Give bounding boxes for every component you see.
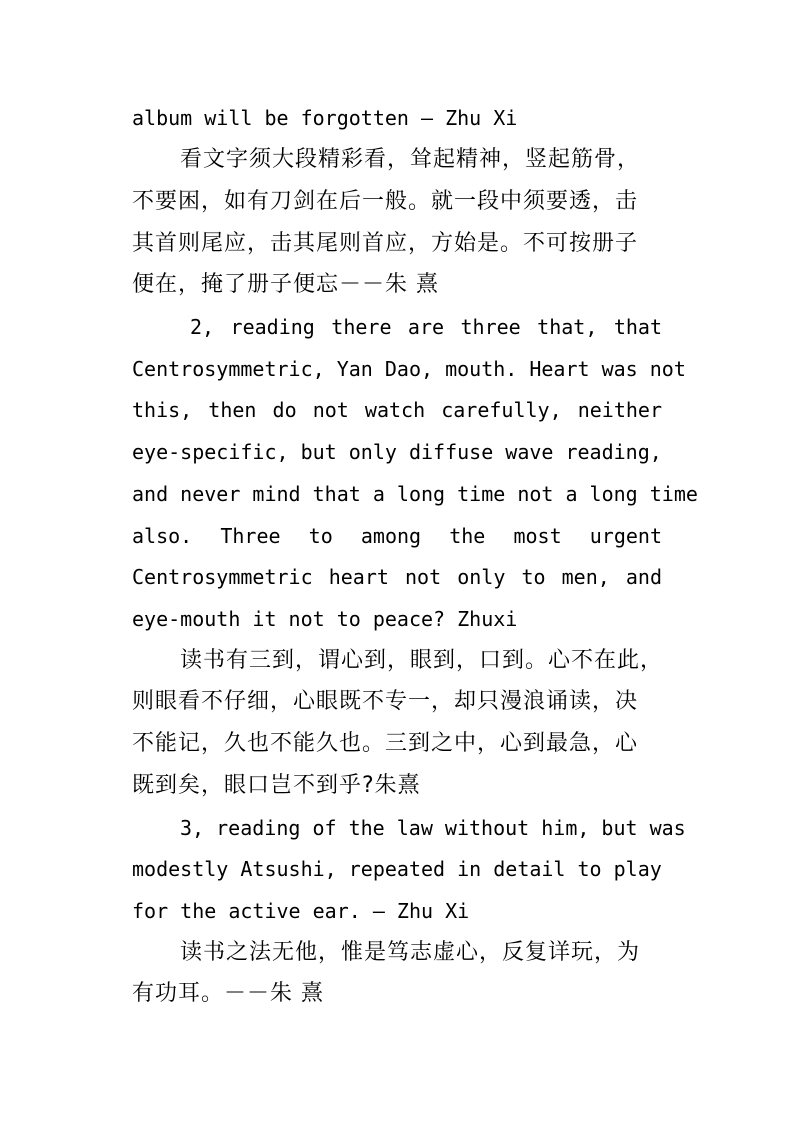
text-line-8: this, then do not watch carefully, neither [132, 398, 662, 422]
text-line-5: 便在，掩了册子便忘－－朱 熹 [132, 272, 439, 297]
text-line-15: 则眼看不仔细，心眼既不专一，却只漫浪诵读，决 [132, 689, 639, 714]
text-line-3: 不要困，如有刀剑在后一般。就一段中须要透，击 [132, 189, 639, 214]
text-line-4: 其首则尾应，击其尾则首应，方始是。不可按册子 [132, 231, 639, 256]
text-line-18: 3, reading of the law without him, but was [180, 816, 686, 840]
text-line-11: also. Three to among the most urgent [132, 524, 662, 548]
text-line-2: 看文字须大段精彩看，耸起精神，竖起筋骨， [180, 147, 641, 172]
text-line-12: Centrosymmetric heart not only to men, and [132, 565, 662, 589]
text-line-19: modestly Atsushi, repeated in detail to play [132, 857, 662, 881]
text-line-13: eye-mouth it not to peace? Zhuxi [132, 607, 518, 631]
text-line-1: album will be forgotten – Zhu Xi [132, 106, 518, 130]
text-line-20: for the active ear. – Zhu Xi [132, 899, 470, 923]
text-line-21: 读书之法无他，惟是笃志虚心，反复详玩，为 [180, 940, 641, 965]
text-line-7: Centrosymmetric, Yan Dao, mouth. Heart was not [132, 357, 686, 381]
text-line-17: 既到矣，眼口岂不到乎?朱熹 [132, 773, 421, 798]
text-line-9: eye-specific, but only diffuse wave reading, [132, 440, 662, 464]
text-line-10: and never mind that a long time not a long time [132, 482, 698, 506]
text-line-16: 不能记，久也不能久也。三到之中，心到最急，心 [132, 731, 639, 756]
text-line-22: 有功耳。－－朱 熹 [132, 981, 324, 1006]
text-line-14: 读书有三到，谓心到，眼到，口到。心不在此， [180, 648, 664, 673]
text-line-6: 2, reading there are three that, that [190, 315, 662, 339]
